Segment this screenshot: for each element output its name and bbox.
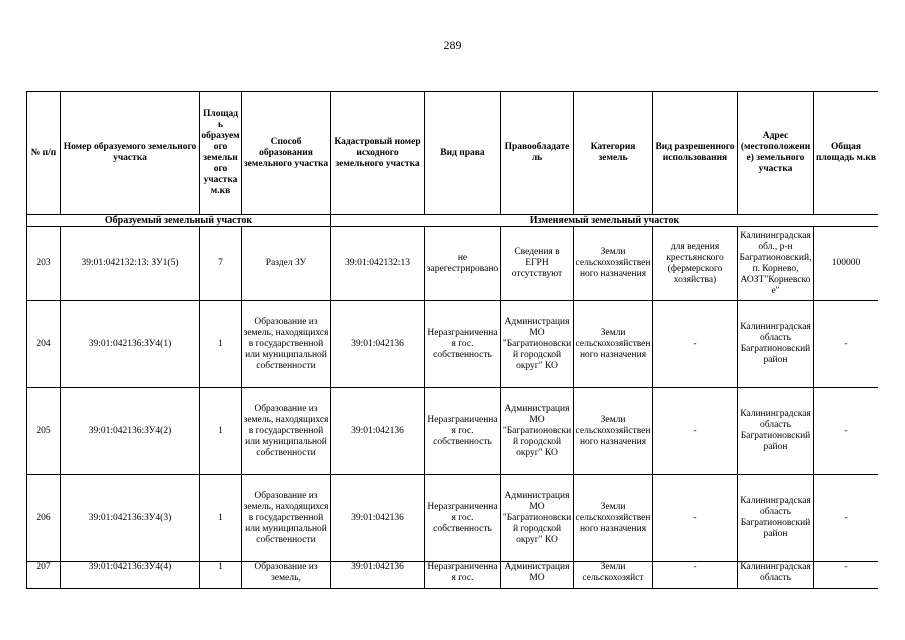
cell-owner: Администрация МО "Багратионовский городской округ" КО bbox=[501, 301, 574, 388]
cell-address: Калининградская область bbox=[738, 562, 814, 589]
cell-cadastral: 39:01:042136 bbox=[331, 475, 425, 562]
table-row bbox=[27, 301, 879, 388]
cell-area: 7 bbox=[200, 227, 242, 301]
cell-num: 206 bbox=[27, 475, 61, 562]
cell-right: не зарегестрировано bbox=[425, 227, 501, 301]
cell-total: - bbox=[814, 475, 879, 562]
cell-total: - bbox=[814, 562, 879, 589]
header-cell: Вид разрешенного использования bbox=[653, 92, 738, 215]
cell-plot: 39:01:042136:ЗУ4(1) bbox=[61, 301, 200, 388]
cell-plot: 39:01:042136:ЗУ4(4) bbox=[61, 562, 200, 589]
cell-category: Земли сельскохозяйственного назначения bbox=[574, 301, 653, 388]
table-header-row bbox=[27, 92, 879, 215]
cell-plot: 39:01:042136:ЗУ4(2) bbox=[61, 388, 200, 475]
header-cell: Вид права bbox=[425, 92, 501, 215]
cell-num: 204 bbox=[27, 301, 61, 388]
cell-cadastral: 39:01:042136 bbox=[331, 388, 425, 475]
cell-method: Образование из земель, находящихся в государственной или муниципальной собственности bbox=[242, 388, 331, 475]
header-cell: Номер образуемого земельного участка bbox=[61, 92, 200, 215]
cell-area: 1 bbox=[200, 475, 242, 562]
header-cell: Кадастровый номер исходного земельного участка bbox=[331, 92, 425, 215]
land-plots-table-wrapper bbox=[26, 91, 878, 591]
cell-use: - bbox=[653, 475, 738, 562]
page-number: 289 bbox=[443, 38, 462, 52]
header-cell: Категория земель bbox=[574, 92, 653, 215]
cell-cadastral: 39:01:042132:13 bbox=[331, 227, 425, 301]
section-left-label: Образуемый земельный участок bbox=[27, 215, 331, 227]
cell-method: Образование из земель, находящихся в государственной или муниципальной собственности bbox=[242, 475, 331, 562]
table-row bbox=[27, 475, 879, 562]
header-cell: Общая площадь м.кв bbox=[814, 92, 879, 215]
table-row bbox=[27, 227, 879, 301]
header-cell: Площадь образуемого земельного участка м.кв bbox=[200, 92, 242, 215]
cell-area: 1 bbox=[200, 562, 242, 589]
cell-plot: 39:01:042132:13: ЗУ1(5) bbox=[61, 227, 200, 301]
cell-use: - bbox=[653, 562, 738, 589]
table-row bbox=[27, 388, 879, 475]
cell-method: Раздел ЗУ bbox=[242, 227, 331, 301]
cell-category: Земли сельскохозяйственного назначения bbox=[574, 475, 653, 562]
cell-owner: Администрация МО "Багратионовский городской округ" КО bbox=[501, 475, 574, 562]
cell-use: - bbox=[653, 301, 738, 388]
land-plots-table bbox=[26, 91, 878, 589]
cell-right: Неразграниченная гос. собственность bbox=[425, 388, 501, 475]
cell-right: Неразграниченная гос. bbox=[425, 562, 501, 589]
section-header-row bbox=[27, 215, 879, 227]
cell-method: Образование из земель, bbox=[242, 562, 331, 589]
cell-total: - bbox=[814, 388, 879, 475]
header-cell: Способ образования земельного участка bbox=[242, 92, 331, 215]
cell-num: 207 bbox=[27, 562, 61, 589]
section-right-label: Изменяемый земельный участок bbox=[331, 215, 879, 227]
cell-area: 1 bbox=[200, 301, 242, 388]
cell-address: Калининградская область Багратионовский район bbox=[738, 301, 814, 388]
header-cell: Адрес (местоположение) земельного участка bbox=[738, 92, 814, 215]
cell-num: 203 bbox=[27, 227, 61, 301]
cell-category: Земли сельскохозяйственного назначения bbox=[574, 388, 653, 475]
table-row bbox=[27, 562, 879, 589]
cell-right: Неразграниченная гос. собственность bbox=[425, 301, 501, 388]
cell-address: Калининградская обл., р-н Багратионовский, п. Корнево, АОЗТ"Корневское" bbox=[738, 227, 814, 301]
cell-address: Калининградская область Багратионовский район bbox=[738, 388, 814, 475]
cell-use: для ведения крестьянского (фермерского хозяйства) bbox=[653, 227, 738, 301]
cell-category: Земли сельскохозяйст bbox=[574, 562, 653, 589]
cell-cadastral: 39:01:042136 bbox=[331, 562, 425, 589]
cell-use: - bbox=[653, 388, 738, 475]
cell-category: Земли сельскохозяйственного назначения bbox=[574, 227, 653, 301]
cell-owner: Администрация МО bbox=[501, 562, 574, 589]
cell-total: 100000 bbox=[814, 227, 879, 301]
cell-method: Образование из земель, находящихся в государственной или муниципальной собственности bbox=[242, 301, 331, 388]
cell-area: 1 bbox=[200, 388, 242, 475]
cell-address: Калининградская область Багратионовский район bbox=[738, 475, 814, 562]
header-cell: № п/п bbox=[27, 92, 61, 215]
cell-num: 205 bbox=[27, 388, 61, 475]
cell-owner: Администрация МО "Багратионовский городской округ" КО bbox=[501, 388, 574, 475]
cell-cadastral: 39:01:042136 bbox=[331, 301, 425, 388]
cell-owner: Сведения в ЕГРН отсутствуют bbox=[501, 227, 574, 301]
cell-total: - bbox=[814, 301, 879, 388]
cell-right: Неразграниченная гос. собственность bbox=[425, 475, 501, 562]
cell-plot: 39:01:042136:ЗУ4(3) bbox=[61, 475, 200, 562]
header-cell: Правообладатель bbox=[501, 92, 574, 215]
